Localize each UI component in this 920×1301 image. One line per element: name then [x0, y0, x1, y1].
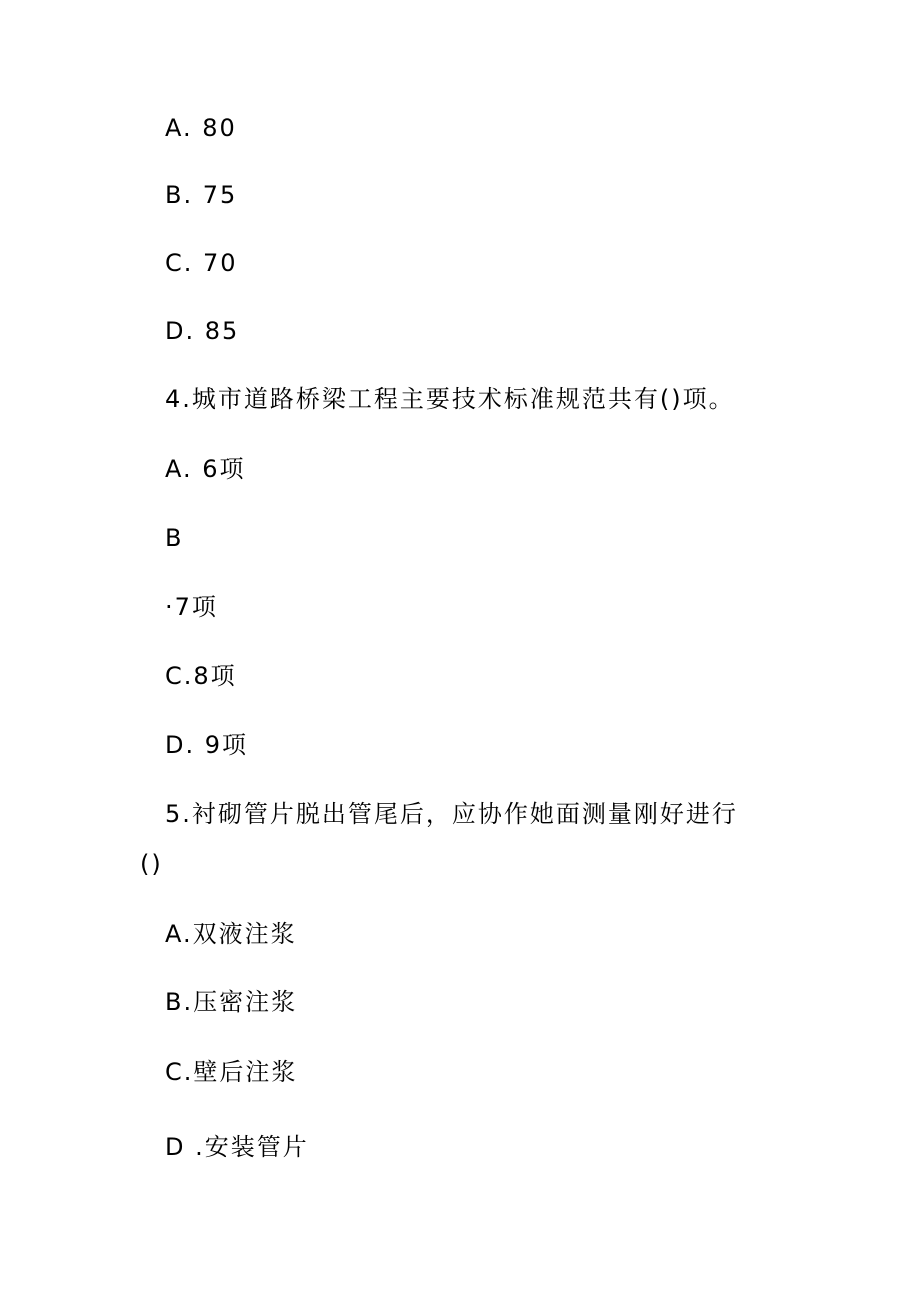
q5-option-b: B.压密注浆	[165, 988, 298, 1016]
q4-option-c: C.8项	[165, 662, 237, 690]
q4-option-a: A. 6项	[165, 455, 246, 483]
q4-option-b-letter: B	[165, 524, 184, 552]
q4-option-b-text: ·7项	[165, 593, 218, 621]
q4-option-d: D. 9项	[165, 731, 249, 759]
q5-option-d: D .安装管片	[165, 1133, 309, 1161]
q3-option-c: C. 70	[165, 249, 238, 277]
q3-option-d: D. 85	[165, 317, 240, 345]
q4-question: 4.城市道路桥梁工程主要技术标准规范共有()项。	[165, 385, 735, 413]
q5-question-line1: 5.衬砌管片脱出管尾后，应协作她面测量刚好进行	[165, 800, 738, 828]
q5-question-line2: ()	[140, 850, 163, 878]
q5-option-c: C.壁后注浆	[165, 1058, 298, 1086]
q5-option-a: A.双液注浆	[165, 920, 297, 948]
q3-option-a: A. 80	[165, 114, 237, 142]
q3-option-b: B. 75	[165, 181, 238, 209]
